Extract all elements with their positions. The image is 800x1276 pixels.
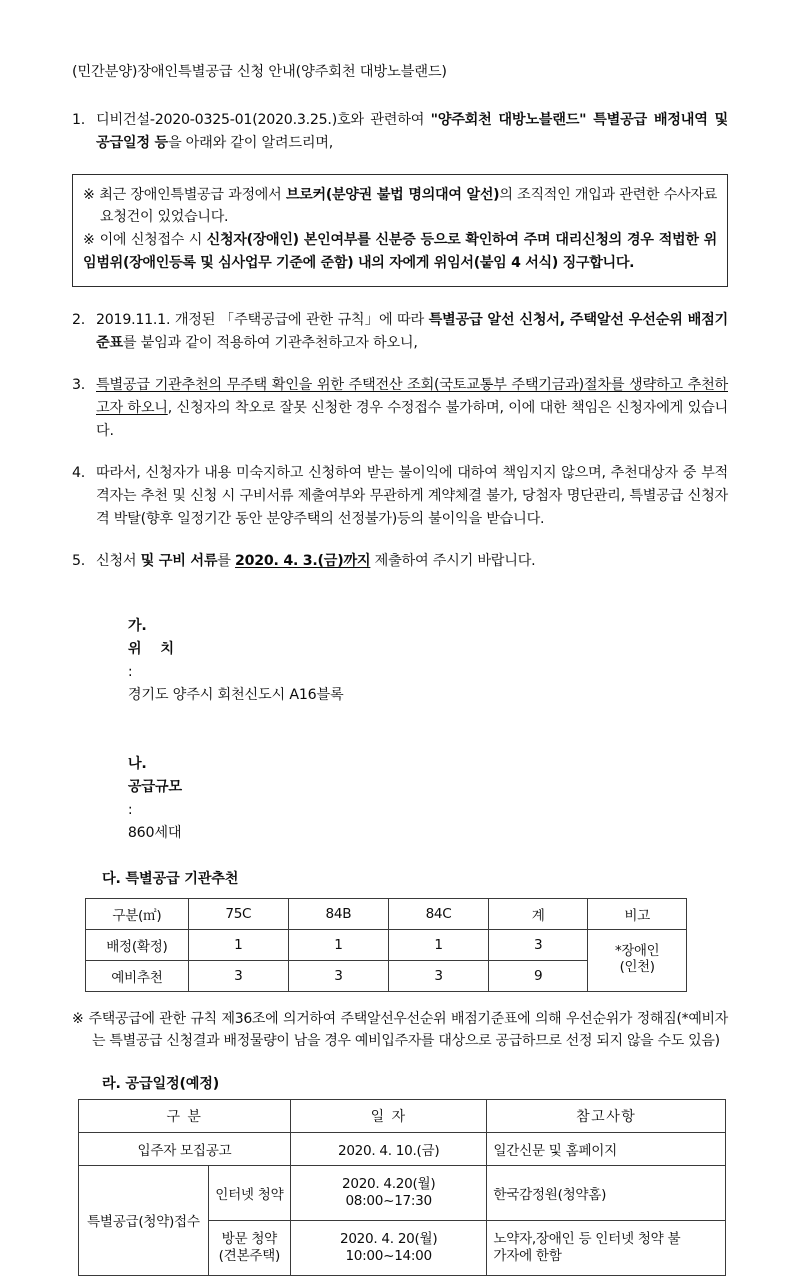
alloc-header-1: 75C xyxy=(188,898,288,929)
notice-1-part-1: 브로커(분양권 불법 명의대여 알선) xyxy=(285,186,500,203)
clause-2-body xyxy=(96,309,728,355)
schedule-row-2-sub-line1: 방문 청약 xyxy=(221,1231,278,1248)
alloc-row-0-val-3: 3 xyxy=(489,929,588,960)
clause-5-part-4: 제출하여 주시기 바랍니다. xyxy=(370,552,536,569)
notice-line-2 xyxy=(83,229,717,274)
alloc-row-1-val-1: 3 xyxy=(288,960,388,991)
alloc-row-1-val-0: 3 xyxy=(188,960,288,991)
schedule-row-1-date-line1: 2020. 4.20(월) xyxy=(342,1176,436,1193)
table-row xyxy=(86,929,687,960)
alloc-row-1-label: 예비추천 xyxy=(86,960,189,991)
detail-location xyxy=(102,592,728,730)
alloc-header-3: 84C xyxy=(388,898,488,929)
notice-2-part-0: 이에 신청접수 시 xyxy=(94,232,207,249)
clause-1-part-1: "양주회천 대방노블랜드" 특별공급 배정내역 및 공급일정 등 xyxy=(96,111,728,151)
schedule-row-1-category: 특별공급(청약)접수 xyxy=(79,1165,209,1275)
schedule-row-2-note-line2: 가자에 한함 xyxy=(493,1247,562,1264)
alloc-remark-cell xyxy=(588,929,687,991)
clause-4 xyxy=(72,462,728,531)
clause-2 xyxy=(72,309,728,355)
notice-marker-2: ※ xyxy=(83,232,95,249)
schedule-row-0-date: 2020. 4. 10.(금) xyxy=(290,1132,487,1165)
schedule-row-1-date-line2: 08:00~17:30 xyxy=(345,1192,432,1209)
detail-scale-key: 공급규모 xyxy=(127,778,182,795)
clause-3-part-1: , 신청자의 착오로 잘못 신청한 경우 수정접수 불가하며, 이에 대한 책임은 신청자에게 있습니다. xyxy=(96,399,728,439)
clause-5-part-2: 를 xyxy=(217,552,236,569)
schedule-header-0: 구 분 xyxy=(79,1099,291,1132)
clause-2-part-0: 2019.11.1. 개정된 「주택공급에 관한 규칙」에 따라 xyxy=(96,311,429,328)
alloc-remark-line1: *장애인 xyxy=(615,944,660,960)
schedule-table-wrapper xyxy=(78,1099,728,1276)
schedule-row-2-date xyxy=(290,1220,487,1275)
schedule-row-0-note: 일간신문 및 홈페이지 xyxy=(487,1132,726,1165)
clause-5-number: 5. xyxy=(72,552,86,569)
schedule-row-2-sub xyxy=(208,1220,290,1275)
notice-1-part-2: 의 조직적인 개입과 관련한 수사자료 요청건이 있었습니다. xyxy=(100,186,718,225)
schedule-row-1-note: 한국감정원(청약홈) xyxy=(487,1165,726,1220)
clause-4-number: 4. xyxy=(72,464,86,481)
detail-scale-label: 나. xyxy=(127,755,147,772)
clause-5-part-1: 및 구비 서류 xyxy=(140,552,218,569)
alloc-row-1-val-2: 3 xyxy=(388,960,488,991)
alloc-remark-line2: (인천) xyxy=(619,960,655,976)
alloc-row-1-val-3: 9 xyxy=(489,960,588,991)
alloc-header-5: 비고 xyxy=(588,898,687,929)
table-row-header xyxy=(79,1099,726,1132)
project-details-list xyxy=(72,592,728,891)
alloc-header-2: 84B xyxy=(288,898,388,929)
notice-line-1 xyxy=(83,184,717,229)
clause-3-number: 3. xyxy=(72,376,86,393)
clause-1 xyxy=(72,109,728,155)
clause-5-deadline: 2020. 4. 3.(금)까지 xyxy=(235,552,371,569)
schedule-row-1-date xyxy=(290,1165,487,1220)
detail-location-key: 위 치 xyxy=(127,640,174,657)
alloc-row-0-val-2: 1 xyxy=(388,929,488,960)
clause-2-part-2: 를 붙임과 같이 적용하여 기관추천하고자 하오니, xyxy=(122,334,418,351)
schedule-row-2-note xyxy=(487,1220,726,1275)
schedule-header-2: 참고사항 xyxy=(487,1099,726,1132)
schedule-header-1: 일 자 xyxy=(290,1099,487,1132)
section-c-heading: 다. 특별공급 기관추천 xyxy=(102,870,239,887)
clause-5-part-0: 신청서 xyxy=(96,552,141,569)
clause-3 xyxy=(72,374,728,443)
clause-1-number: 1. xyxy=(72,111,86,128)
notice-2-part-1: 신청자(장애인) 본인여부를 신분증 등으로 확인하여 주며 대리신청의 경우 적법한 위임범위(장애인등록 및 심사업무 기준에 준함) 내의 자에게 위임서(붙임 4 서식) 징구합니다. xyxy=(83,232,717,271)
notice-marker-1: ※ xyxy=(83,186,95,203)
allocation-footnote: ※ 주택공급에 관한 규칙 제36조에 의거하여 주택알선우선순위 배점기준표에 의해 우선순위가 정해짐(*예비자는 특별공급 신청결과 배정물량이 남을 경우 예비입주자를 대상으로 공급하므로 선정 되지 않을 수도 있음) xyxy=(72,1010,728,1050)
schedule-row-2-date-line1: 2020. 4. 20(월) xyxy=(339,1231,438,1248)
clause-5-body xyxy=(96,550,728,573)
schedule-table xyxy=(78,1099,726,1276)
notice-box xyxy=(72,174,728,287)
schedule-row-1-sub: 인터넷 청약 xyxy=(208,1165,290,1220)
clause-2-number: 2. xyxy=(72,311,86,328)
allocation-table xyxy=(85,898,687,992)
detail-scale-sep: : xyxy=(127,801,133,818)
schedule-row-2-note-line1: 노약자,장애인 등 인터넷 청약 불 xyxy=(493,1231,681,1248)
page-title: (민간분양)장애인특별공급 신청 안내(양주회천 대방노블랜드) xyxy=(72,64,447,80)
detail-location-sep: : xyxy=(127,663,133,680)
alloc-row-0-label: 배정(확정) xyxy=(86,929,189,960)
clause-3-body xyxy=(96,374,728,443)
notice-1-part-0: 최근 장애인특별공급 과정에서 xyxy=(94,186,286,203)
detail-location-label: 가. xyxy=(127,617,147,634)
clause-1-part-2: 을 아래와 같이 알려드리며, xyxy=(167,134,334,151)
schedule-row-0-category: 입주자 모집공고 xyxy=(79,1132,291,1165)
clause-3-part-0: 특별공급 기관추천의 무주택 확인을 위한 주택전산 조회(국토교통부 주택기금과)절차를 생략하고 추천하고자 하오니 xyxy=(96,376,728,416)
alloc-row-0-val-1: 1 xyxy=(288,929,388,960)
alloc-header-0: 구분(㎡) xyxy=(86,898,189,929)
alloc-row-0-val-0: 1 xyxy=(188,929,288,960)
table-row xyxy=(79,1165,726,1220)
table-row xyxy=(79,1132,726,1165)
clause-2-part-1: 특별공급 알선 신청서, 주택알선 우선순위 배점기준표 xyxy=(96,311,728,351)
clause-5 xyxy=(72,550,728,573)
schedule-row-2-sub-line2: (견본주택) xyxy=(218,1247,281,1264)
clause-1-part-0: 디비건설-2020-0325-01(2020.3.25.)호와 관련하여 xyxy=(96,111,431,128)
clause-4-body: 따라서, 신청자가 내용 미숙지하고 신청하여 받는 불이익에 대하여 책임지지 않으며, 추천대상자 중 부적격자는 추천 및 신청 시 구비서류 제출여부와 무관하게 계약체결 불가, 당첨자 명단관리, 특별공급 신청자격 박탈(향후 일정기간 동안 분양주택의 선정불가)등의 불이익을 받습니다. xyxy=(96,464,728,527)
schedule-row-2-date-line2: 10:00~14:00 xyxy=(345,1247,432,1264)
detail-location-value: 경기도 양주시 회천신도시 A16블록 xyxy=(127,686,344,703)
clause-1-body xyxy=(96,109,728,155)
detail-scale xyxy=(102,730,728,868)
detail-scale-value: 860세대 xyxy=(127,824,182,841)
table-row-header xyxy=(86,898,687,929)
alloc-header-4: 계 xyxy=(489,898,588,929)
section-d-heading: 라. 공급일정(예정) xyxy=(102,1075,220,1092)
